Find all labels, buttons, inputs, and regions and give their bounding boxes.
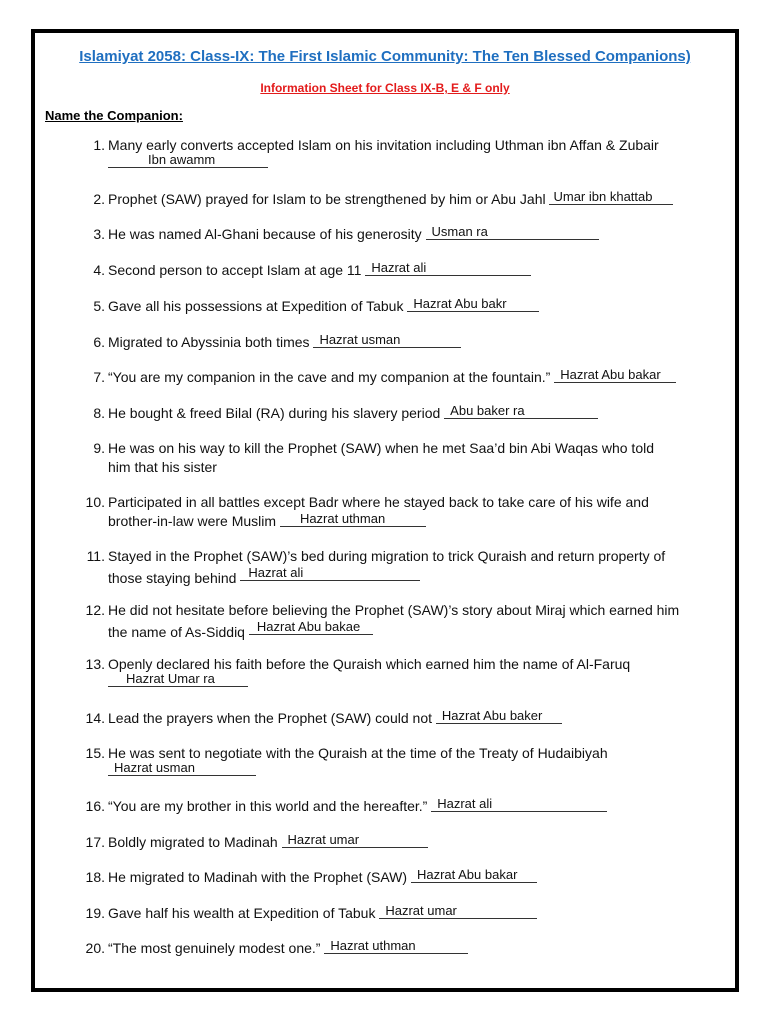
question-text: Many early converts accepted Islam on his invitation including Uthman ibn Affan & Zubair (108, 137, 659, 153)
question-text: those staying behind (108, 570, 237, 586)
question-number: 2. (93, 191, 105, 207)
question-text: Openly declared his faith before the Quraish which earned him the name of Al-Faruq (108, 656, 631, 672)
question-number: 8. (93, 405, 105, 421)
question-number: 7. (93, 369, 105, 385)
question-text: He was on his way to kill the Prophet (SAW) when he met Saa’d bin Abi Waqas who told (108, 440, 655, 456)
answer-field[interactable]: Hazrat Abu bakae (249, 620, 373, 635)
answer-field[interactable]: Hazrat usman (313, 333, 461, 348)
question-number: 14. (85, 710, 105, 726)
question-text: Boldly migrated to Madinah (108, 834, 278, 850)
answer-field[interactable]: Hazrat uthman (280, 512, 426, 527)
answer-field[interactable]: Abu baker ra (444, 404, 598, 419)
question-text: Lead the prayers when the Prophet (SAW) could not (108, 710, 432, 726)
answer-field[interactable]: Usman ra (426, 225, 599, 240)
question-number: 19. (85, 905, 105, 921)
question-number: 4. (93, 262, 105, 278)
question-text: Prophet (SAW) prayed for Islam to be strengthened by him or Abu Jahl (108, 191, 546, 207)
question-text: Gave half his wealth at Expedition of Tabuk (108, 905, 376, 921)
answer-field[interactable]: Hazrat umar (379, 904, 537, 919)
question-text: him that his sister (108, 459, 217, 475)
question-text: He was sent to negotiate with the Quraish at the time of the Treaty of Hudaibiyah (108, 745, 608, 761)
answer-field[interactable]: Hazrat uthman (324, 939, 468, 954)
question-text: “You are my companion in the cave and my companion at the fountain.” (108, 369, 551, 385)
question-text: “You are my brother in this world and the hereafter.” (108, 798, 428, 814)
question-number: 11. (86, 548, 105, 564)
answer-field[interactable]: Hazrat Abu bakar (554, 368, 676, 383)
question-number: 6. (93, 334, 105, 350)
question-number: 13. (85, 656, 105, 672)
question-number: 1. (93, 137, 105, 153)
question-number: 9. (93, 440, 105, 456)
question-text: Second person to accept Islam at age 11 (108, 262, 362, 278)
answer-field[interactable]: Hazrat ali (431, 797, 607, 812)
question-text: “The most genuinely modest one.” (108, 940, 321, 956)
answer-field[interactable]: Hazrat Umar ra (108, 672, 248, 687)
worksheet (31, 29, 739, 992)
answer-field[interactable]: Hazrat umar (282, 833, 428, 848)
answer-field[interactable]: Hazrat Abu bakar (411, 868, 537, 883)
question-number: 12. (85, 602, 105, 618)
section-heading: Name the Companion: (45, 108, 183, 123)
page-subtitle: Information Sheet for Class IX-B, E & F only (260, 81, 510, 95)
answer-field[interactable]: Ibn awamm (108, 153, 268, 168)
question-number: 10. (85, 494, 105, 510)
question-text: Migrated to Abyssinia both times (108, 334, 310, 350)
question-text: the name of As-Siddiq (108, 624, 245, 640)
question-text: He was named Al-Ghani because of his generosity (108, 226, 422, 242)
page-title: Islamiyat 2058: Class-IX: The First Islamic Community: The Ten Blessed Companions) (79, 48, 691, 65)
question-text: Participated in all battles except Badr where he stayed back to take care of his wife and (108, 494, 649, 510)
question-text: Stayed in the Prophet (SAW)’s bed during migration to trick Quraish and return property of (108, 548, 666, 564)
question-number: 16. (85, 798, 105, 814)
answer-field[interactable]: Hazrat Abu bakr (407, 297, 539, 312)
answer-field[interactable]: Hazrat ali (240, 566, 420, 581)
answer-field[interactable]: Hazrat Abu baker (436, 709, 562, 724)
question-number: 20. (85, 940, 105, 956)
answer-field[interactable]: Hazrat usman (108, 761, 256, 776)
question-number: 15. (85, 745, 105, 761)
question-text: He bought & freed Bilal (RA) during his slavery period (108, 405, 441, 421)
question-text: Gave all his possessions at Expedition of Tabuk (108, 298, 404, 314)
question-text: brother-in-law were Muslim (108, 513, 277, 529)
question-number: 17. (85, 834, 105, 850)
answer-field[interactable]: Hazrat ali (365, 261, 531, 276)
question-number: 3. (93, 226, 105, 242)
question-number: 18. (85, 869, 105, 885)
question-text: He did not hesitate before believing the Prophet (SAW)’s story about Miraj which earned him (108, 602, 680, 618)
question-text: He migrated to Madinah with the Prophet (SAW) (108, 869, 408, 885)
answer-field[interactable]: Umar ibn khattab (549, 190, 673, 205)
question-number: 5. (93, 298, 105, 314)
